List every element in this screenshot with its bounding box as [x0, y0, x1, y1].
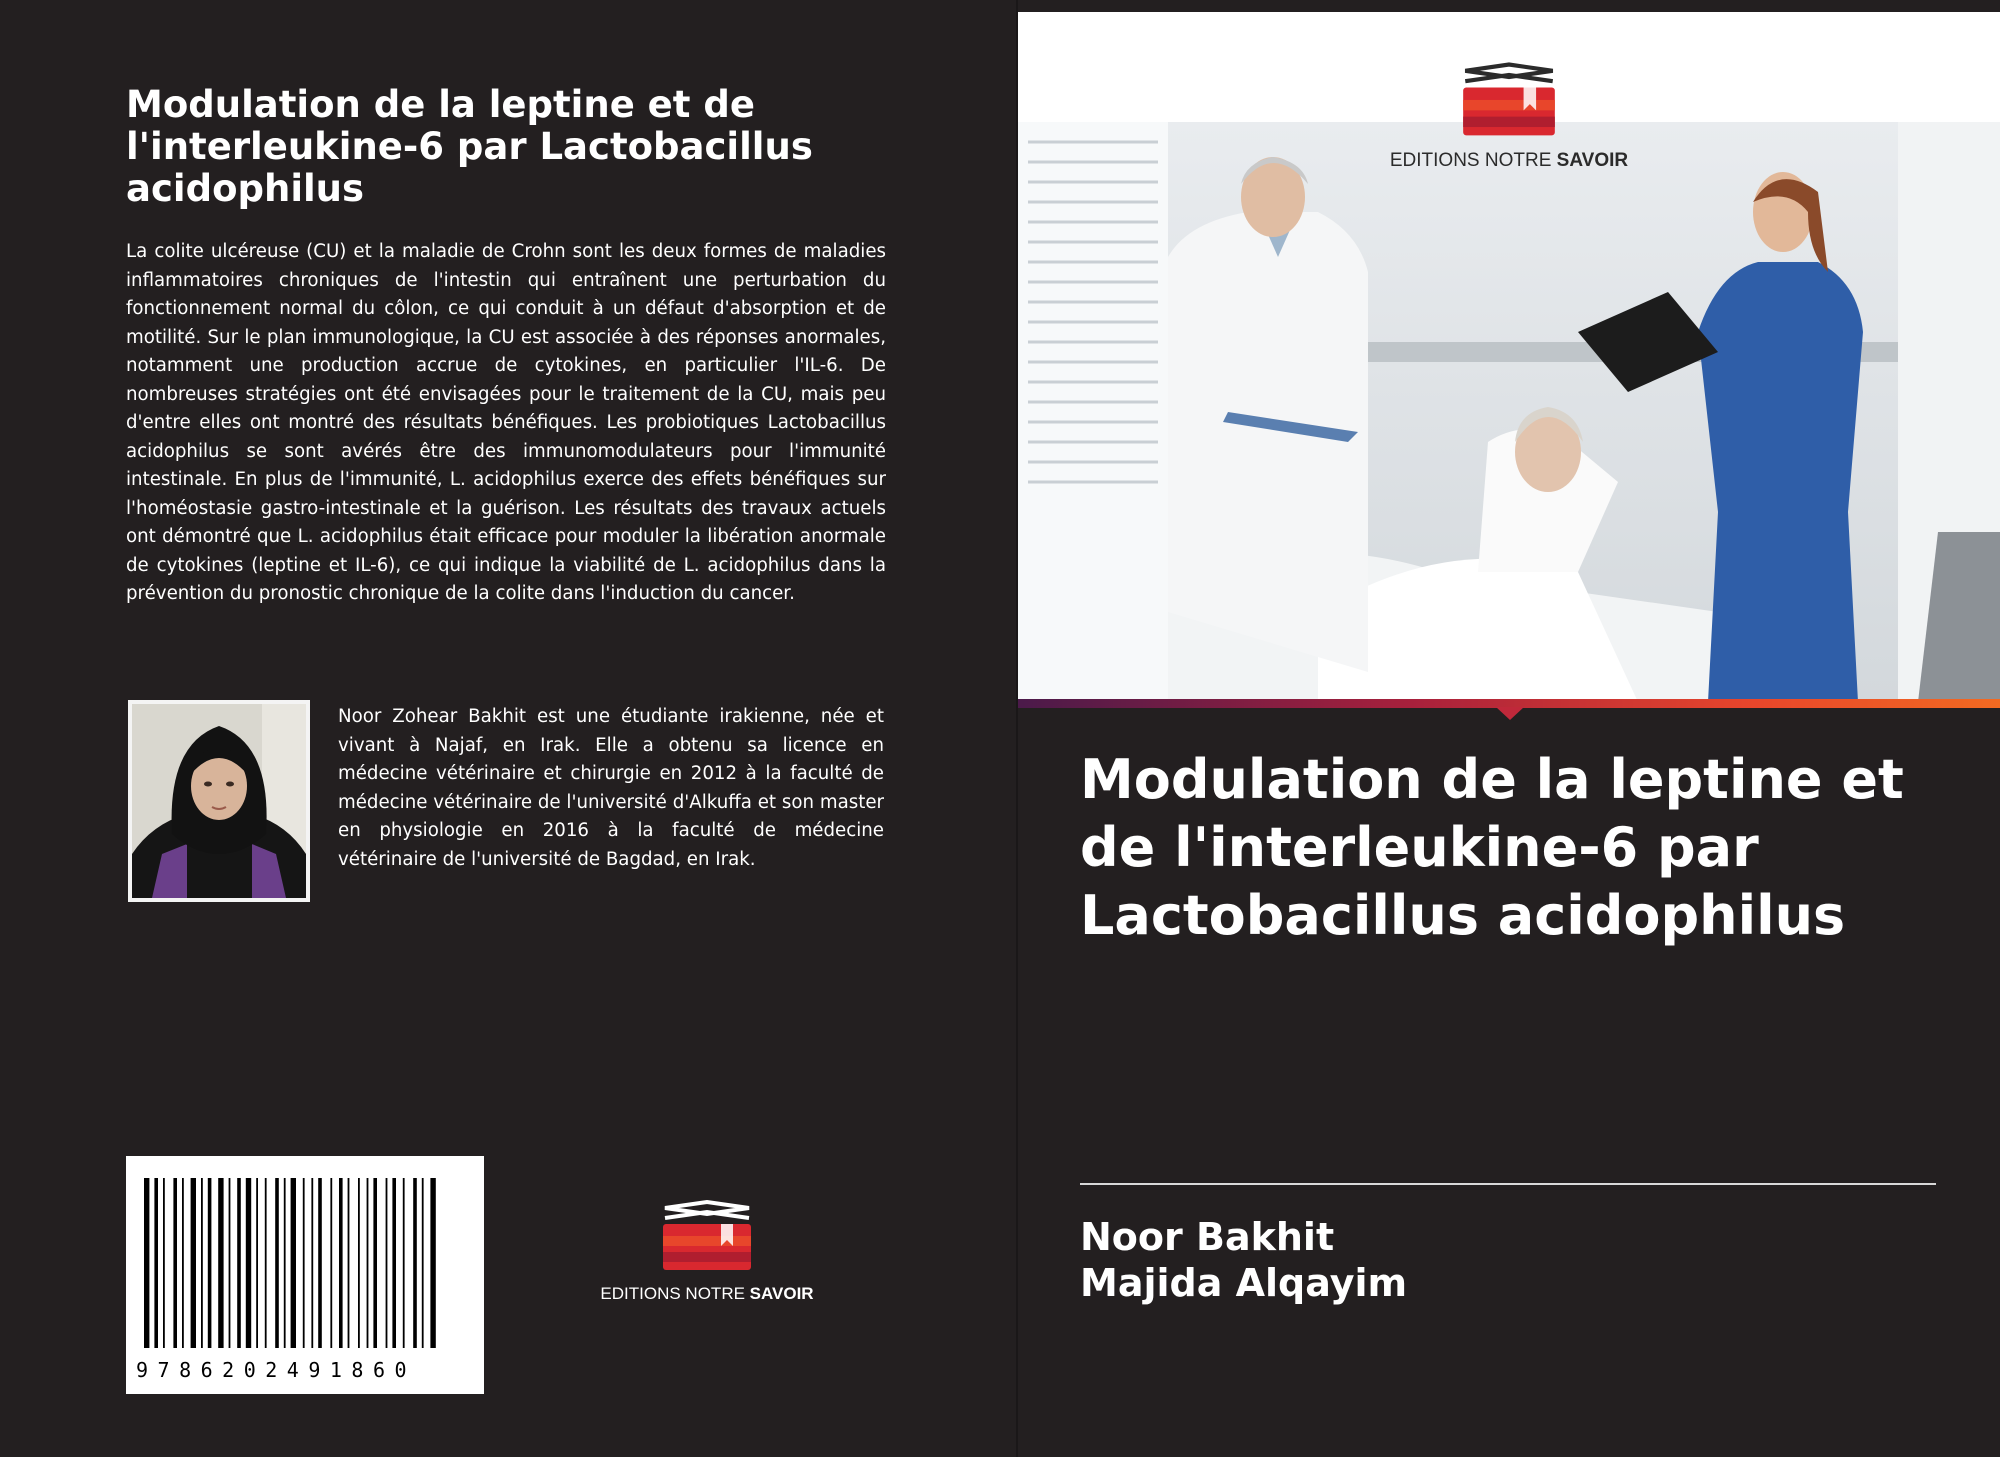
author-name-2: Majida Alqayim — [1080, 1261, 1408, 1305]
front-cover — [1018, 0, 2000, 1457]
barcode-bar — [339, 1178, 343, 1348]
isbn-barcode — [126, 1156, 484, 1394]
barcode-bar — [163, 1178, 165, 1348]
barcode-bar — [367, 1178, 369, 1348]
barcode-bar — [422, 1178, 424, 1348]
book-stack-logo-icon — [659, 1200, 755, 1274]
barcode-bar — [358, 1178, 360, 1348]
barcode-bar — [182, 1178, 184, 1348]
barcode-bar — [173, 1178, 177, 1348]
accent-band-notch — [1496, 707, 1524, 720]
barcode-bar — [284, 1178, 286, 1348]
barcode-bar — [386, 1178, 388, 1348]
barcode-bar — [330, 1178, 332, 1348]
barcode-bar — [144, 1178, 149, 1348]
barcode-bar — [430, 1178, 435, 1348]
book-stack-logo-icon — [1459, 62, 1559, 140]
front-publisher-name: EDITIONS NOTRE SAVOIR — [1389, 150, 1629, 171]
barcode-bar — [218, 1178, 223, 1348]
back-publisher-name: EDITIONS NOTRE SAVOIR — [600, 1284, 814, 1303]
author-bio: Noor Zohear Bakhit est une étudiante irakienne, née et vivant à Najaf, en Irak. Elle a obtenu sa licence en médecine vétérinaire et chirurgie en 2012 à la faculté de médecine vétérinaire de l'université d'Alkuffa et son master en physiologie en 2016 à la faculté de médecine vétérinaire de l'université de Bagdad, en Irak. — [338, 706, 884, 870]
author-divider-line — [1080, 1183, 1936, 1185]
isbn-digits: 9786202491860 — [136, 1358, 417, 1382]
back-cover-blurb: La colite ulcéreuse (CU) et la maladie de Crohn sont les deux formes de maladies inflammatoires chroniques de l'intestin qui entraînent une perturbation du fonctionnement normal du côlon, ce qui conduit à un défaut d'absorption et de motilité. Sur le plan immunologique, la CU est associée à des réponses anormales, notamment une production accrue de cytokines, en particulier l'IL-6. De nombreuses stratégies ont été envisagées pour le traitement de la CU, mais peu d'entre elles ont montré des résultats bénéfiques. Les probiotiques Lactobacillus acidophilus se sont avérés être des immunomodulateurs pour l'immunité intestinale. En plus de l'immunité, L. acidophilus exerce des effets bénéfiques sur l'homéostasie gastro-intestinale et la guérison. Les résultats des travaux actuels ont démontré que L. acidophilus était efficace pour moduler la libération anormale de cytokines (leptine et IL-6), ce qui indique la viabilité de L. acidophilus dans la prévention du pronostic chronique de la colite dans l'induction du cancer. — [126, 241, 886, 604]
barcode-bar — [256, 1178, 258, 1348]
barcode-bar — [229, 1178, 231, 1348]
author-name-1: Noor Bakhit — [1080, 1215, 1335, 1259]
barcode-bar — [191, 1178, 196, 1348]
barcode-bar — [348, 1178, 350, 1348]
barcode-bar — [291, 1178, 296, 1348]
front-cover-title: Modulation de la leptine et de l'interleukine-6 par Lactobacillus acidophilus — [1080, 748, 1904, 947]
author-photo — [128, 700, 310, 902]
barcode-bar — [265, 1178, 267, 1348]
author-portrait-image — [132, 704, 306, 898]
barcode-bar — [246, 1178, 251, 1348]
barcode-bar — [154, 1178, 158, 1348]
barcode-bar — [373, 1178, 377, 1348]
barcode-bar — [201, 1178, 203, 1348]
back-publisher-logo — [592, 1200, 822, 1304]
barcode-bar — [403, 1178, 405, 1348]
barcode-bar — [208, 1178, 212, 1348]
barcode-bar — [311, 1178, 313, 1348]
barcode-bar — [237, 1178, 241, 1348]
barcode-bar — [413, 1178, 417, 1348]
barcode-bar — [275, 1178, 279, 1348]
barcode-bar — [318, 1178, 322, 1348]
front-publisher-logo — [1364, 62, 1654, 172]
back-cover-title: Modulation de la leptine et de l'interleukine-6 par Lactobacillus acidophilus — [126, 83, 813, 210]
barcode-bar — [303, 1178, 305, 1348]
front-cover-photo-area — [1018, 12, 2000, 702]
barcode-bar — [392, 1178, 396, 1348]
